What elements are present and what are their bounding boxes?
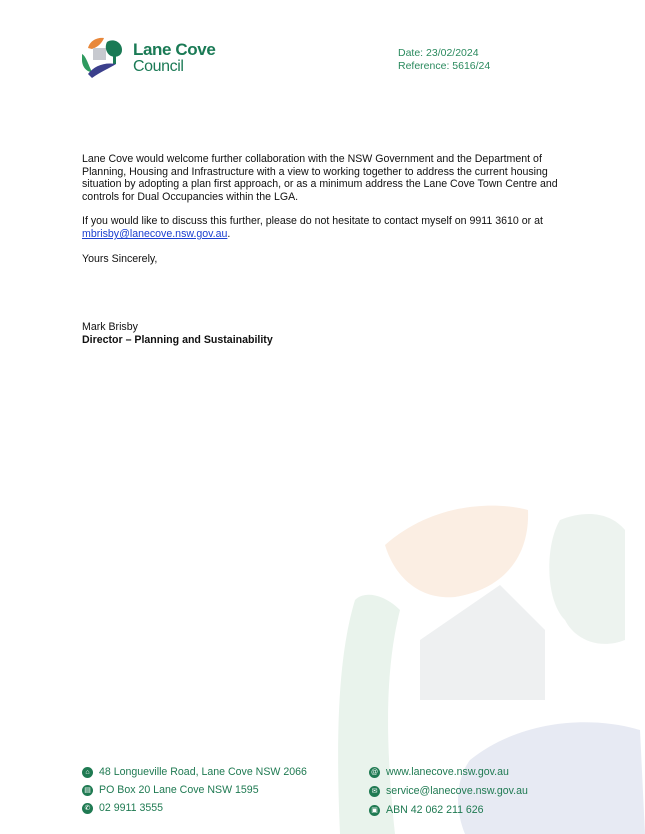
footer-website xyxy=(369,766,509,778)
council-logo-icon xyxy=(80,34,128,82)
location-icon: ⌂ xyxy=(82,767,93,778)
footer-abn xyxy=(369,804,484,816)
footer-phone-link[interactable]: 02 9911 3555 xyxy=(99,802,164,814)
phone-icon: ✆ xyxy=(82,803,93,814)
signature-block xyxy=(82,321,273,346)
email-icon: ✉ xyxy=(369,786,380,797)
footer-website-link[interactable]: www.lanecove.nsw.gov.au xyxy=(386,766,509,778)
letter-meta xyxy=(398,47,490,73)
abn-icon: ▣ xyxy=(369,805,380,816)
footer-email-link[interactable]: service@lanecove.nsw.gov.au xyxy=(386,785,528,797)
signatory-name: Mark Brisby xyxy=(82,321,138,333)
closing-salutation: Yours Sincerely, xyxy=(82,252,158,265)
footer-po-box-text: PO Box 20 Lane Cove NSW 1595 xyxy=(99,784,259,796)
paragraph-collaboration: Lane Cove would welcome further collaboration with the NSW Government and the Department of Planning, Housing and Infrastructure with a view to working together to address the current housing situation by adopting a plan first approach, or as a minimum address the Lane Cove Town Centre and controls for Dual Occupancies within the LGA. xyxy=(82,153,558,203)
footer-po-box xyxy=(82,784,259,796)
watermark-navy-wave xyxy=(458,722,645,834)
footer-phone xyxy=(82,802,163,814)
footer-address xyxy=(82,766,307,778)
contact-text-end: . xyxy=(227,227,231,240)
letter-body xyxy=(82,153,572,265)
watermark-house xyxy=(420,585,545,700)
council-logo-wordmark xyxy=(133,41,215,75)
contact-text: If you would like to discuss this further, please do not hesitate to contact myself on 9911 3610 or at xyxy=(82,215,543,228)
footer-abn-text: ABN 42 062 211 626 xyxy=(386,804,484,816)
signatory-title: Director – Planning and Sustainability xyxy=(82,333,273,346)
footer-email xyxy=(369,785,528,797)
watermark-orange-leaf xyxy=(385,506,528,598)
watermark-green-arc xyxy=(338,595,400,834)
web-icon: @ xyxy=(370,768,379,776)
mailbox-icon: ▤ xyxy=(82,785,93,796)
letter-reference: Reference: 5616/24 xyxy=(398,60,491,72)
logo-line1: Lane Cove xyxy=(133,40,216,59)
letter-date: Date: 23/02/2024 xyxy=(398,47,479,59)
paragraph-contact xyxy=(82,215,572,240)
council-logo xyxy=(80,34,230,84)
logo-line2: Council xyxy=(133,58,184,75)
footer-address-text: 48 Longueville Road, Lane Cove NSW 2066 xyxy=(99,766,307,778)
watermark-tree-canopy xyxy=(549,514,625,644)
email-link[interactable]: mbrisby@lanecove.nsw.gov.au xyxy=(82,227,228,240)
